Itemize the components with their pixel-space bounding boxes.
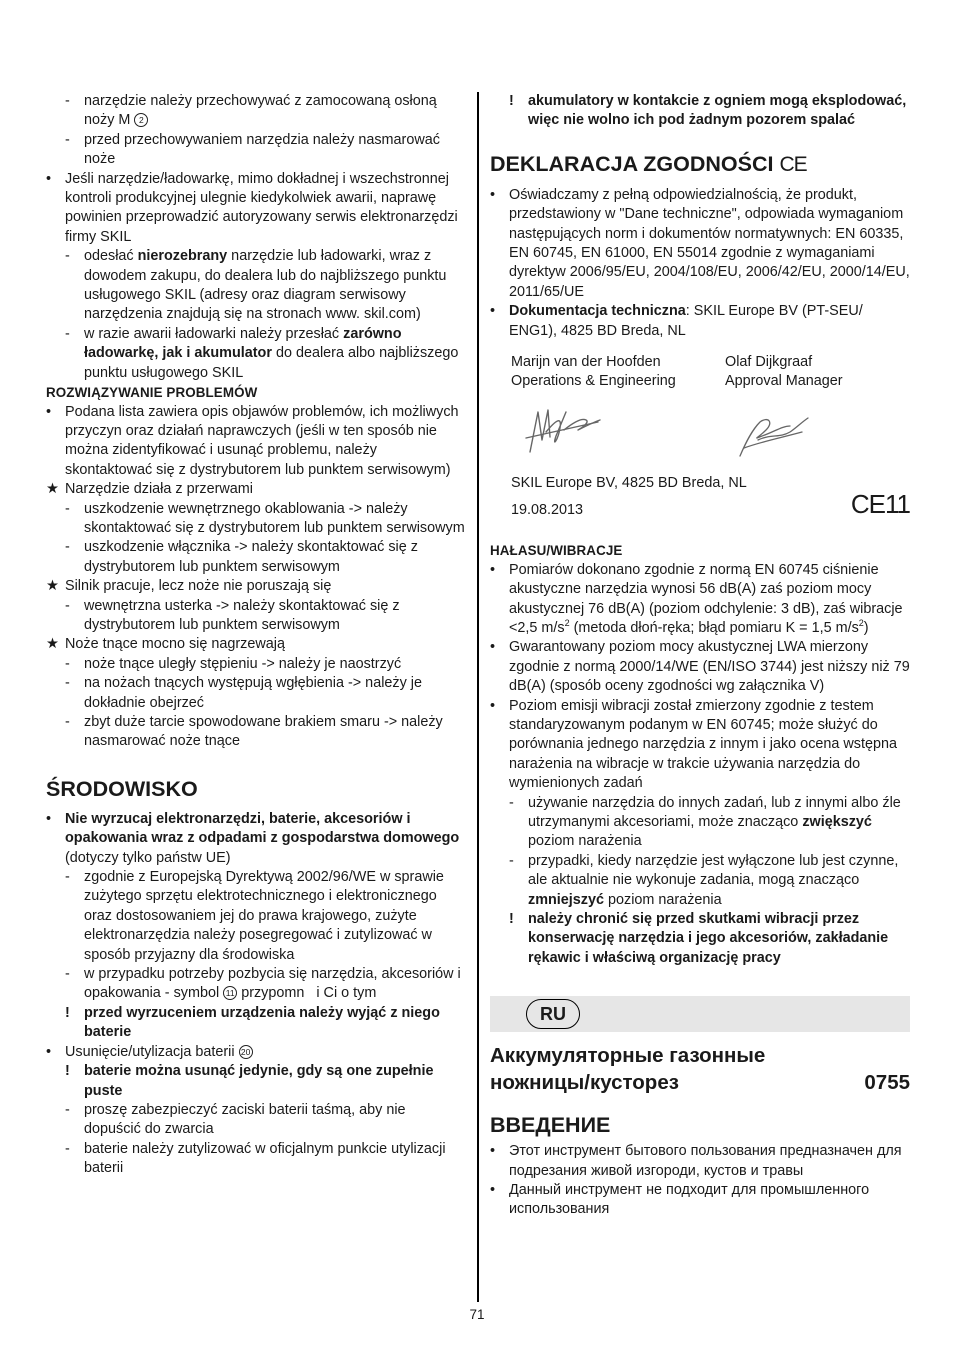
- list-item: [490, 92, 910, 131]
- item-text: ): [863, 619, 869, 636]
- dash-marker: -: [65, 655, 70, 672]
- dash-marker: -: [65, 597, 70, 614]
- item-text-bold: zarówno ładowarkę, jak i akumulator: [84, 325, 402, 362]
- dash-marker: -: [65, 539, 70, 556]
- product-title: [490, 1042, 910, 1096]
- dash-marker: -: [65, 93, 70, 109]
- list-item: [46, 655, 466, 674]
- item-text: uszkodzenie włącznika -> należy skontaktować się z dystrybutorem lub punktem serwisowym: [84, 539, 418, 575]
- list-item: [490, 697, 910, 794]
- item-text-bold: baterie można usunąć jedynie, gdy są one zupełnie puste: [84, 1063, 434, 1099]
- ce-mark-icon: CE11: [850, 489, 910, 520]
- dash-marker: -: [65, 131, 70, 148]
- list-item: [46, 1004, 466, 1043]
- list-item: [490, 1142, 910, 1181]
- item-text: : SKIL Europe BV (PT-SEU/ ENG1), 4825 BD Breda, NL: [509, 303, 863, 339]
- item-text: narzędzie należy przechowywać z zamocowaną osłoną noży M: [84, 93, 437, 129]
- signature-area: [490, 392, 910, 474]
- list-item: [46, 92, 466, 131]
- item-text: zgodnie z Europejską Dyrektywą 2002/96/WE w sprawie zużytego sprzętu elektrotechnicznego i elektronicznego oraz dostosowaniem jej do prawa krajowego, zużyte elektronarzędzia należy posegregować i zutylizować w sposób przyjazny dla środowiska: [84, 869, 444, 963]
- item-text-bold: akumulatory w kontakcie z ogniem mogą eksplodować, więc nie wolno ich pod żadnym pozorem spalać: [528, 93, 907, 129]
- warning-marker: !: [65, 1004, 70, 1021]
- page-number: 71: [469, 1307, 485, 1322]
- bullet-marker: •: [490, 561, 496, 578]
- intro-heading: ВВЕДЕНИЕ: [490, 1113, 611, 1138]
- warning-marker: !: [509, 911, 514, 927]
- dash-marker: -: [65, 1101, 70, 1118]
- bullet-marker: •: [46, 810, 52, 827]
- list-item: [46, 1062, 466, 1101]
- item-text: Данный инструмент не подходит для промышленного использования: [509, 1182, 870, 1218]
- item-text: Oświadczamy z pełną odpowiedzialnością, że produkt, przedstawiony w "Dane techniczne", odpowiada wymaganiom następujących norm i dokumentów normatywnych: EN 60335, EN 60745, EN 61000, EN 55014 zgodnie z wymaganiami dyrektyw 2006/95/EU, 2004/108/EU, 2006/42/EU, 2000/14/EU, 2011/65/UE: [509, 186, 910, 300]
- dash-marker: -: [65, 325, 70, 342]
- list-item: [46, 597, 466, 636]
- declaration-title: DEKLARACJA ZGODNOŚCI: [490, 151, 774, 176]
- signatories: [490, 353, 910, 392]
- list-item: [46, 868, 466, 965]
- signatory-role: Operations & Engineering: [511, 373, 676, 390]
- item-text: Usunięcie/utylizacja baterii: [65, 1043, 235, 1060]
- bullet-marker: •: [490, 1143, 496, 1160]
- list-item: [490, 794, 910, 852]
- product-title-line: Аккумуляторные газонные: [490, 1044, 766, 1068]
- list-item: [490, 910, 910, 968]
- item-text: przed przechowywaniem narzędzia należy nasmarować noże: [84, 131, 440, 168]
- list-item: [46, 247, 466, 325]
- star-icon: ★: [46, 481, 59, 498]
- right-column: [490, 92, 910, 1220]
- item-text: Silnik pracuje, lecz noże nie poruszają się: [65, 578, 332, 595]
- list-item: [46, 538, 466, 577]
- item-text: poziom narażenia: [604, 891, 722, 908]
- declaration-date: 19.08.2013: [511, 502, 584, 519]
- item-text: w razie awarii ładowarki należy przesłać: [84, 325, 344, 342]
- bullet-marker: •: [46, 403, 52, 420]
- item-text-bold: nierozebrany: [137, 248, 228, 265]
- list-item: [46, 713, 466, 752]
- signatory-name: Marijn van der Hoofden: [511, 354, 661, 371]
- item-text: zbyt duże tarcie spowodowane brakiem smaru -> należy nasmarować noże tnące: [84, 714, 443, 750]
- language-badge: RU: [526, 999, 580, 1029]
- product-title-line: ножницы/кусторез: [490, 1071, 679, 1095]
- item-text-bold: zwiększyć: [802, 813, 872, 830]
- list-item: [46, 131, 466, 170]
- troubleshooting-heading: ROZWIĄZYWANIE PROBLEMÓW: [46, 385, 258, 401]
- callout-number: 20: [239, 1045, 253, 1059]
- callout-number: 2: [134, 113, 148, 127]
- dash-marker: -: [65, 714, 70, 730]
- item-text: poziom narażenia: [528, 833, 642, 850]
- item-text: Этот инструмент бытового пользования предназначен для подрезания живой изгороди, кустов и травы: [509, 1143, 902, 1179]
- list-item: [46, 965, 466, 1004]
- item-text: narzędzie lub ładowarki, wraz z dowodem zakupu, do dealera lub do najbliższego punktu usługowego SKIL (adresy oraz diagram serwisowy narzędzenia znajdują się na stronach www. skil.com): [84, 248, 447, 323]
- signature-2-icon: [740, 418, 808, 456]
- list-item: [46, 325, 466, 383]
- list-item: [490, 852, 910, 910]
- item-text: (dotyczy tylko państw UE): [65, 849, 231, 866]
- bullet-marker: •: [490, 186, 496, 203]
- warning-marker: !: [65, 1063, 70, 1080]
- left-column: [46, 92, 466, 1179]
- dash-marker: -: [509, 794, 514, 811]
- item-text: Podana lista zawiera opis objawów problemów, ich możliwych przyczyn oraz działań naprawczych (jeśli w ten sposób nie można zidentyfikować i usunąć problemu, należy skontaktować się z dystrybutorem lub punktem serwisowym): [65, 403, 459, 478]
- item-text-bold: Nie wyrzucaj elektronarzędzi, baterie, akcesoriów i opakowania wraz z odpadami z gospodarstwa domowego: [65, 810, 460, 847]
- item-text-bold: Dokumentacja techniczna: [509, 303, 686, 320]
- ce-mark-icon: CE: [779, 152, 807, 176]
- item-text: Jeśli narzędzie/ładowarkę, mimo dokładnej i wszechstronnej kontroli produkcyjnej ulegnie kiedykolwiek awarii, naprawę powinien przeprowadzić autoryzowany serwis elektronarzędzi firmy SKIL: [65, 170, 458, 245]
- signatory-role: Approval Manager: [725, 373, 843, 390]
- signatory-name: Olaf Dijkgraaf: [725, 354, 813, 371]
- dash-marker: -: [65, 1140, 70, 1157]
- list-item: [46, 170, 466, 248]
- bullet-marker: •: [490, 1182, 496, 1199]
- environment-heading: ŚRODOWISKO: [46, 776, 198, 801]
- list-item: [46, 1140, 466, 1179]
- company-address: SKIL Europe BV, 4825 BD Breda, NL: [511, 474, 747, 491]
- item-text: przypomn i Ci o tym: [241, 985, 377, 1002]
- list-item: [46, 810, 466, 868]
- list-item: [46, 1101, 466, 1140]
- signature-1-icon: [526, 410, 600, 452]
- dash-marker: -: [509, 852, 514, 869]
- column-divider: [477, 92, 479, 1302]
- callout-number: 11: [223, 986, 237, 1000]
- list-item: [490, 1181, 910, 1220]
- item-text: Gwarantowany poziom mocy akustycznej LWA mierzony zgodnie z normą 2000/14/WE (EN/ISO 3744) jest niższy niż 79 dB(A) (sposób oceny zgodności wg załącznika V): [509, 639, 910, 695]
- item-text: Noże tnące mocno się nagrzewają: [65, 636, 285, 653]
- item-text: przypadki, kiedy narzędzie jest wyłączone lub jest czynne, ale aktualnie nie wykonuje zadania, mogą znacząco: [528, 852, 899, 889]
- dash-marker: -: [65, 500, 70, 517]
- dash-marker: -: [65, 675, 70, 692]
- list-item: [46, 480, 466, 499]
- item-text-bold: zmniejszyć: [528, 891, 604, 908]
- noise-heading: HAŁASU/WIBRACJE: [490, 543, 623, 559]
- bullet-marker: •: [490, 697, 496, 714]
- item-text: wewnętrzna usterka -> należy skontaktować się z dystrybutorem lub punktem serwisowym: [84, 597, 400, 633]
- language-band: [490, 996, 910, 1032]
- item-text: Poziom emisji wibracji został zmierzony zgodnie z testem standaryzowanym podanym w EN 60745; może służyć do porównania jednego narzędzia z innym i jako ocena wstępna narażenia na wibracje w trakcie używania narzędzia do wymienionych zadań: [509, 697, 897, 792]
- bullet-marker: •: [46, 1043, 52, 1060]
- star-icon: ★: [46, 636, 59, 653]
- list-item: • Pomiarów dokonano zgodnie z normą EN 60745 ciśnienie akustyczne narzędzia wynosi 56 dB(A) zaś poziom mocy akustycznej 76 dB(A) (poziom odchylenie: 3 dB), zaś wibracje <2,5 $m/s^2$ (metoda dłoń-ręka; błąd pomiaru K = 1,5 $m/s^2$): [490, 561, 903, 636]
- item-text: (metoda dłoń-ręka; błąd pomiaru K = 1,5 m/s: [569, 619, 859, 636]
- bullet-marker: •: [490, 639, 496, 656]
- list-item: [490, 302, 910, 341]
- item-text: Narzędzie działa z przerwami: [65, 481, 253, 498]
- item-text: do dealera albo najbliższego punktu usługowego SKIL: [84, 345, 459, 381]
- list-item: [46, 1043, 466, 1062]
- signatures-image: [490, 392, 910, 474]
- item-text: odesłać: [84, 248, 138, 265]
- list-item: [46, 577, 466, 596]
- warning-marker: !: [509, 93, 514, 109]
- item-text: używanie narzędzia do innych zadań, lub z innymi albo źle utrzymanymi akcesoriami, może znacząco: [528, 794, 901, 830]
- declaration-heading: [490, 151, 910, 178]
- item-text: baterie należy zutylizować w oficjalnym punkcie utylizacji baterii: [84, 1140, 446, 1177]
- list-item: [46, 635, 466, 654]
- dash-marker: -: [65, 966, 70, 983]
- list-item: [490, 186, 910, 302]
- item-text-bold: przed wyrzuceniem urządzenia należy wyjąć z niego baterie: [84, 1004, 440, 1041]
- item-text: w przypadku potrzeby pozbycia się narzędzia, akcesoriów i opakowania - symbol: [84, 966, 461, 1002]
- list-item: [46, 674, 466, 713]
- product-code: 0755: [864, 1071, 910, 1095]
- item-text: noże tnące uległy stępieniu -> należy je naostrzyć: [84, 655, 402, 672]
- bullet-marker: •: [46, 170, 52, 187]
- item-text: Pomiarów dokonano zgodnie z normą EN 60745 ciśnienie akustyczne narzędzia wynosi 56 dB(A) zaś poziom mocy akustycznej 76 dB(A) (poziom odchylenie: 3 dB), zaś wibracje <2,5 m/s: [509, 561, 903, 636]
- item-text: proszę zabezpieczyć zaciski baterii taśmą, aby nie dopuścić do zwarcia: [84, 1101, 406, 1138]
- item-text-bold: należy chronić się przed skutkami wibracji przez konserwację narzędzia i jego akcesoriów, zakładanie rękawic i właściwą organizację pracy: [528, 911, 889, 966]
- item-text: uszkodzenie wewnętrznego okablowania -> należy skontaktować się z dystrybutorem lub punktem serwisowym: [84, 500, 465, 536]
- star-icon: ★: [46, 578, 59, 595]
- date-row: [490, 489, 910, 529]
- dash-marker: -: [65, 869, 70, 886]
- dash-marker: -: [65, 248, 70, 265]
- item-text: na nożach tnących występują wgłębienia -> należy je dokładnie obejrzeć: [84, 675, 422, 711]
- list-item: [490, 638, 910, 696]
- bullet-marker: •: [490, 303, 496, 320]
- list-item: [46, 500, 466, 539]
- list-item: [46, 403, 466, 481]
